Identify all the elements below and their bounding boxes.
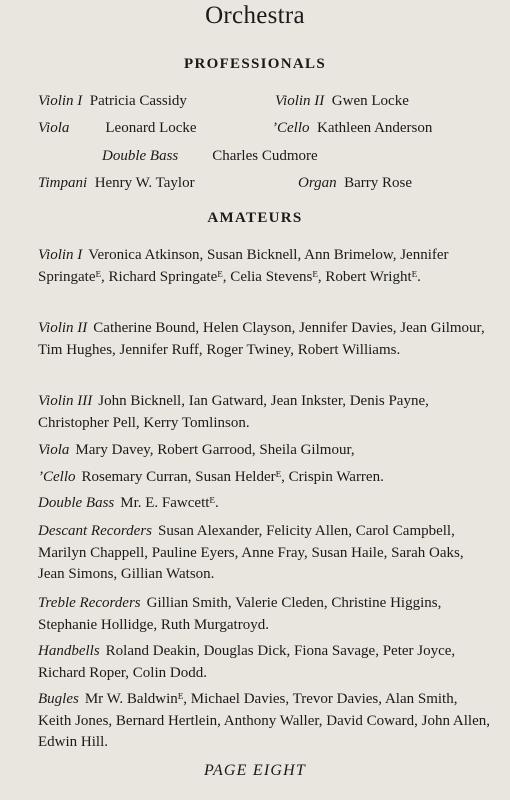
amateur-section: Violin I Veronica Atkinson, Susan Bicknell, Ann Brimelow, Jennifer Springateᴱ, Richard Springateᴱ, Celia Stevensᴱ, Robert Wrightᴱ.: [38, 247, 449, 285]
amateurs-heading: AMATEURS: [207, 210, 303, 226]
professional-entry: Viola Leonard Locke: [38, 120, 197, 136]
amateur-section: ’Cello Rosemary Curran, Susan Helderᴱ, Crispin Warren.: [38, 469, 384, 485]
professional-entry: Organ Barry Rose: [298, 175, 413, 191]
amateur-section: Double Bass Mr. E. Fawcettᴱ.: [38, 495, 219, 511]
page-title: Orchestra: [205, 2, 305, 29]
amateur-section: Bugles Mr W. Baldwinᴱ, Michael Davies, Trevor Davies, Alan Smith, Keith Jones, Bernard Hertlein, Anthony Waller, David Coward, John Allen, Edwin Hill.: [38, 691, 490, 750]
amateur-section: Descant Recorders Susan Alexander, Felicity Allen, Carol Campbell, Marilyn Chappell, Pauline Eyers, Anne Fray, Susan Haile, Sarah Oaks, Jean Simons, Gillian Watson.: [38, 523, 464, 582]
amateur-section: Viola Mary Davey, Robert Garrood, Sheila Gilmour,: [38, 442, 355, 458]
professional-entry: ’Cello Kathleen Anderson: [272, 120, 433, 136]
professional-entry: Violin I Patricia Cassidy: [38, 93, 187, 109]
page-footer: PAGE EIGHT: [204, 762, 306, 779]
professional-entry: Double Bass Charles Cudmore: [102, 148, 318, 164]
amateur-section: Treble Recorders Gillian Smith, Valerie Cleden, Christine Higgins, Stephanie Hollidge, Ruth Murgatroyd.: [38, 595, 442, 633]
professionals-heading: PROFESSIONALS: [184, 56, 326, 72]
amateur-section: Violin III John Bicknell, Ian Gatward, Jean Inkster, Denis Payne, Christopher Pell, Kerry Tomlinson.: [38, 393, 429, 431]
amateur-section: Violin II Catherine Bound, Helen Clayson, Jennifer Davies, Jean Gilmour, Tim Hughes, Jennifer Ruff, Roger Twiney, Robert Williams.: [38, 320, 485, 358]
professional-entry: Violin II Gwen Locke: [275, 93, 409, 109]
amateur-section: Handbells Roland Deakin, Douglas Dick, Fiona Savage, Peter Joyce, Richard Roper, Colin Dodd.: [38, 643, 456, 681]
professional-entry: Timpani Henry W. Taylor: [38, 175, 195, 191]
